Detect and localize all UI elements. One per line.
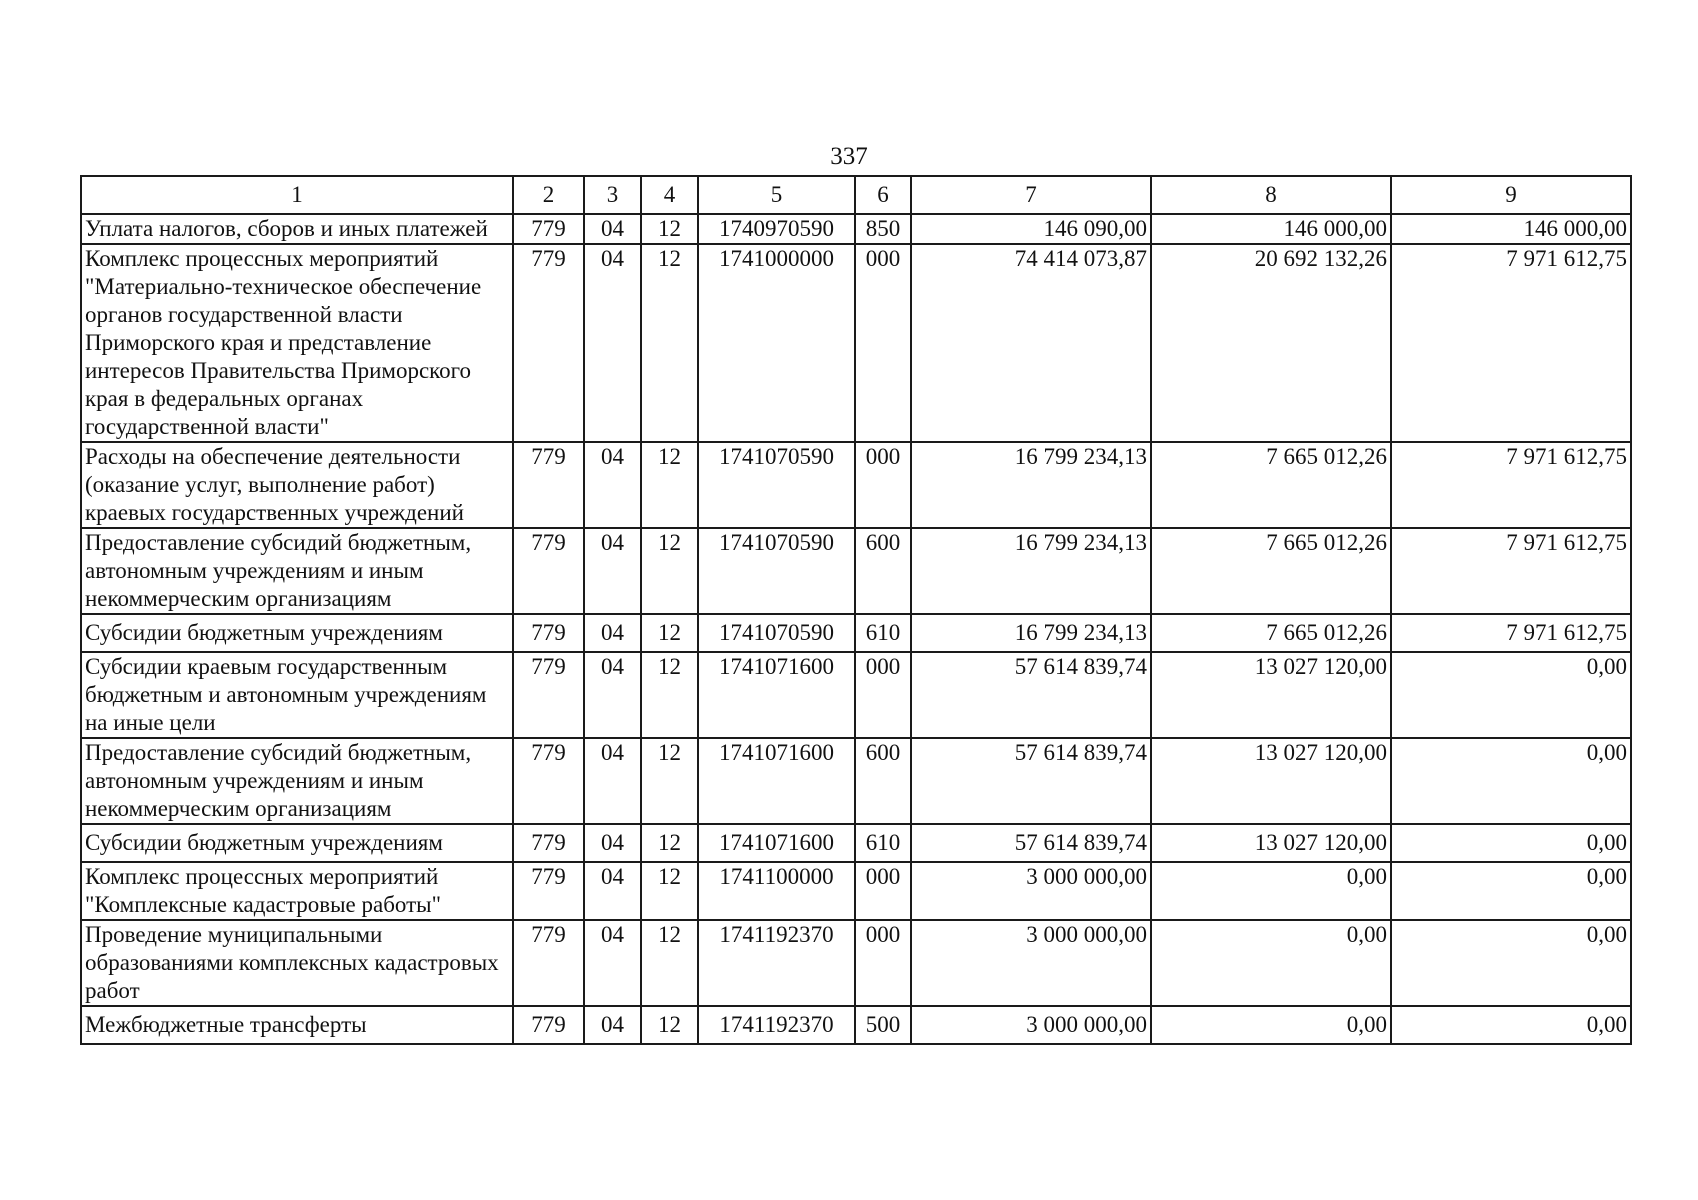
subsection-code: 12 <box>641 442 698 528</box>
subsection-code: 12 <box>641 244 698 442</box>
expense-name: Предоставление субсидий бюджетным, автономным учреждениям и иным некоммерческим организациям <box>81 528 513 614</box>
expense-name: Субсидии бюджетным учреждениям <box>81 614 513 652</box>
amount-col-8: 7 665 012,26 <box>1151 528 1391 614</box>
section-code: 04 <box>584 738 641 824</box>
ministry-code: 779 <box>513 920 584 1006</box>
table-row <box>81 1006 1631 1044</box>
target-article-code: 1741100000 <box>698 862 855 920</box>
expense-type-code: 000 <box>855 652 911 738</box>
expense-name: Субсидии краевым государственным бюджетным и автономным учреждениям на иные цели <box>81 652 513 738</box>
amount-col-9: 146 000,00 <box>1391 214 1631 244</box>
table-row <box>81 862 1631 920</box>
expense-name: Межбюджетные трансферты <box>81 1006 513 1044</box>
target-article-code: 1741000000 <box>698 244 855 442</box>
subsection-code: 12 <box>641 652 698 738</box>
amount-col-7: 74 414 073,87 <box>911 244 1151 442</box>
expense-name: Комплекс процессных мероприятий "Комплексные кадастровые работы" <box>81 862 513 920</box>
expense-type-code: 000 <box>855 244 911 442</box>
section-code: 04 <box>584 862 641 920</box>
column-header: 9 <box>1391 176 1631 214</box>
ministry-code: 779 <box>513 442 584 528</box>
table-row <box>81 528 1631 614</box>
subsection-code: 12 <box>641 214 698 244</box>
section-code: 04 <box>584 528 641 614</box>
target-article-code: 1741070590 <box>698 442 855 528</box>
table-row <box>81 614 1631 652</box>
subsection-code: 12 <box>641 614 698 652</box>
section-code: 04 <box>584 214 641 244</box>
section-code: 04 <box>584 652 641 738</box>
column-header: 4 <box>641 176 698 214</box>
amount-col-7: 57 614 839,74 <box>911 652 1151 738</box>
amount-col-7: 3 000 000,00 <box>911 920 1151 1006</box>
target-article-code: 1741071600 <box>698 652 855 738</box>
amount-col-8: 7 665 012,26 <box>1151 614 1391 652</box>
target-article-code: 1741192370 <box>698 1006 855 1044</box>
column-header: 1 <box>81 176 513 214</box>
ministry-code: 779 <box>513 528 584 614</box>
expense-type-code: 500 <box>855 1006 911 1044</box>
table-row <box>81 442 1631 528</box>
amount-col-9: 7 971 612,75 <box>1391 528 1631 614</box>
expense-type-code: 610 <box>855 824 911 862</box>
subsection-code: 12 <box>641 862 698 920</box>
column-header: 7 <box>911 176 1151 214</box>
amount-col-8: 0,00 <box>1151 1006 1391 1044</box>
subsection-code: 12 <box>641 1006 698 1044</box>
amount-col-9: 0,00 <box>1391 738 1631 824</box>
amount-col-9: 0,00 <box>1391 824 1631 862</box>
amount-col-7: 3 000 000,00 <box>911 1006 1151 1044</box>
table-row <box>81 920 1631 1006</box>
amount-col-9: 7 971 612,75 <box>1391 614 1631 652</box>
section-code: 04 <box>584 614 641 652</box>
subsection-code: 12 <box>641 920 698 1006</box>
expense-name: Расходы на обеспечение деятельности (оказание услуг, выполнение работ) краевых государственных учреждений <box>81 442 513 528</box>
expense-name: Комплекс процессных мероприятий "Материально-техническое обеспечение органов государственной власти Приморского края и представление интересов Правительства Приморского края в федеральных органах государственной власти" <box>81 244 513 442</box>
amount-col-9: 0,00 <box>1391 1006 1631 1044</box>
expense-type-code: 850 <box>855 214 911 244</box>
target-article-code: 1740970590 <box>698 214 855 244</box>
target-article-code: 1741071600 <box>698 738 855 824</box>
expense-type-code: 000 <box>855 442 911 528</box>
expense-type-code: 600 <box>855 738 911 824</box>
amount-col-7: 16 799 234,13 <box>911 528 1151 614</box>
expense-type-code: 600 <box>855 528 911 614</box>
amount-col-9: 0,00 <box>1391 862 1631 920</box>
column-header: 6 <box>855 176 911 214</box>
amount-col-7: 146 090,00 <box>911 214 1151 244</box>
column-header: 3 <box>584 176 641 214</box>
expense-type-code: 000 <box>855 920 911 1006</box>
ministry-code: 779 <box>513 214 584 244</box>
amount-col-9: 0,00 <box>1391 920 1631 1006</box>
amount-col-8: 0,00 <box>1151 920 1391 1006</box>
amount-col-7: 16 799 234,13 <box>911 614 1151 652</box>
column-header: 5 <box>698 176 855 214</box>
table-row <box>81 214 1631 244</box>
amount-col-8: 146 000,00 <box>1151 214 1391 244</box>
subsection-code: 12 <box>641 528 698 614</box>
amount-col-7: 16 799 234,13 <box>911 442 1151 528</box>
ministry-code: 779 <box>513 244 584 442</box>
budget-table <box>80 175 1632 1045</box>
expense-type-code: 000 <box>855 862 911 920</box>
section-code: 04 <box>584 244 641 442</box>
expense-name: Проведение муниципальными образованиями комплексных кадастровых работ <box>81 920 513 1006</box>
section-code: 04 <box>584 1006 641 1044</box>
section-code: 04 <box>584 920 641 1006</box>
expense-type-code: 610 <box>855 614 911 652</box>
amount-col-8: 13 027 120,00 <box>1151 824 1391 862</box>
amount-col-7: 57 614 839,74 <box>911 824 1151 862</box>
amount-col-7: 57 614 839,74 <box>911 738 1151 824</box>
amount-col-9: 7 971 612,75 <box>1391 244 1631 442</box>
amount-col-8: 7 665 012,26 <box>1151 442 1391 528</box>
table-row <box>81 738 1631 824</box>
amount-col-8: 13 027 120,00 <box>1151 738 1391 824</box>
column-header: 8 <box>1151 176 1391 214</box>
ministry-code: 779 <box>513 652 584 738</box>
ministry-code: 779 <box>513 738 584 824</box>
page-number: 337 <box>830 143 868 170</box>
expense-name: Предоставление субсидий бюджетным, автономным учреждениям и иным некоммерческим организациям <box>81 738 513 824</box>
expense-name: Субсидии бюджетным учреждениям <box>81 824 513 862</box>
amount-col-9: 7 971 612,75 <box>1391 442 1631 528</box>
amount-col-8: 0,00 <box>1151 862 1391 920</box>
target-article-code: 1741070590 <box>698 528 855 614</box>
ministry-code: 779 <box>513 824 584 862</box>
ministry-code: 779 <box>513 614 584 652</box>
target-article-code: 1741071600 <box>698 824 855 862</box>
amount-col-8: 13 027 120,00 <box>1151 652 1391 738</box>
table-row <box>81 824 1631 862</box>
ministry-code: 779 <box>513 862 584 920</box>
amount-col-9: 0,00 <box>1391 652 1631 738</box>
section-code: 04 <box>584 824 641 862</box>
target-article-code: 1741070590 <box>698 614 855 652</box>
ministry-code: 779 <box>513 1006 584 1044</box>
subsection-code: 12 <box>641 738 698 824</box>
target-article-code: 1741192370 <box>698 920 855 1006</box>
amount-col-7: 3 000 000,00 <box>911 862 1151 920</box>
expense-name: Уплата налогов, сборов и иных платежей <box>81 214 513 244</box>
table-row <box>81 652 1631 738</box>
subsection-code: 12 <box>641 824 698 862</box>
amount-col-8: 20 692 132,26 <box>1151 244 1391 442</box>
table-row <box>81 244 1631 442</box>
column-header: 2 <box>513 176 584 214</box>
column-number-row <box>81 176 1631 214</box>
section-code: 04 <box>584 442 641 528</box>
